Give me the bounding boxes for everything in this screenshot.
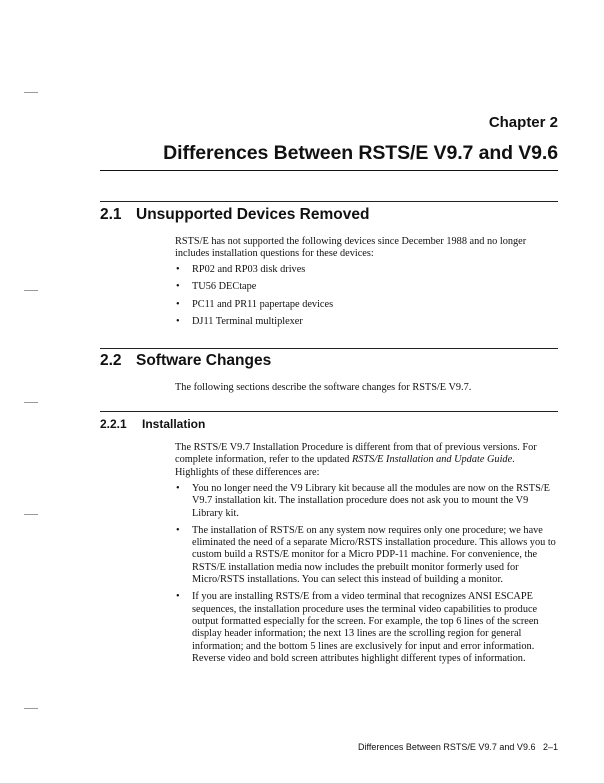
- section-number: 2.2: [100, 352, 122, 369]
- page-footer: [300, 742, 558, 752]
- list-item: • You no longer need the V9 Library kit because all the modules are now on the RSTS/E V9.7 installation kit. The installation procedure does not ask you to mount the V9 Library kit.: [175, 483, 560, 520]
- scan-mark: [24, 514, 38, 515]
- page-number: 2–1: [542, 742, 558, 752]
- list-item: • RP02 and RP03 disk drives: [175, 264, 560, 276]
- section-rule: [100, 348, 558, 349]
- scan-mark: [24, 290, 38, 291]
- section-title: Unsupported Devices Removed: [136, 206, 370, 223]
- scan-mark: [24, 92, 38, 93]
- subsection-intro: [175, 442, 560, 479]
- guide-title: RSTS/E Installation and Update Guide: [351, 454, 513, 466]
- intro-text: . Highlights of these differences are:: [175, 454, 515, 478]
- footer-text: Differences Between RSTS/E V9.7 and V9.6: [358, 742, 536, 752]
- list-item: • If you are installing RSTS/E from a video terminal that recognizes ANSI ESCAPE sequences, the installation procedure uses the terminal video capabilities to produce output formatted especially for the screen. For example, the top 6 lines of the screen display header information; the next 13 lines are the scrolling region for general information; and the bottom 5 lines are exclusively for input and error information. Reverse video and bold screen attributes highlight different types of information.: [175, 591, 560, 665]
- section-intro: RSTS/E has not supported the following devices since December 1988 and no longer includes installation questions for these devices:: [175, 236, 527, 260]
- device-list: [175, 264, 560, 333]
- subsection-number: 2.2.1: [100, 417, 127, 431]
- list-item: • DJ11 Terminal multiplexer: [175, 316, 560, 328]
- list-item: • TU56 DECtape: [175, 281, 560, 293]
- section-title: Software Changes: [136, 352, 272, 369]
- chapter-title: Differences Between RSTS/E V9.7 and V9.6: [163, 142, 558, 164]
- chapter-title-rule: [100, 170, 558, 171]
- section-rule: [100, 201, 558, 202]
- scan-mark: [24, 708, 38, 709]
- list-item: • The installation of RSTS/E on any system now requires only one procedure; we have eliminated the need of a separate Micro/RSTS installation procedure. This allows you to custom build a RSTS/E monitor for a Micro PDP-11 machine. For convenience, the RSTS/E installation media now includes the prebuilt monitor formerly used for Micro/RSTS installations. You can select this instead of building a monitor.: [175, 525, 560, 586]
- section-number: 2.1: [100, 206, 122, 223]
- section-intro: The following sections describe the software changes for RSTS/E V9.7.: [175, 382, 472, 393]
- scan-mark: [24, 402, 38, 403]
- subsection-title: Installation: [142, 417, 206, 431]
- installation-highlights-list: [175, 483, 560, 670]
- chapter-label: Chapter 2: [488, 114, 558, 131]
- subsection-rule: [100, 411, 558, 412]
- list-item: • PC11 and PR11 papertape devices: [175, 299, 560, 311]
- intro-text: The RSTS/E V9.7 Installation Procedure is different from that of previous versions. For complete information, refer to the updated: [175, 442, 537, 466]
